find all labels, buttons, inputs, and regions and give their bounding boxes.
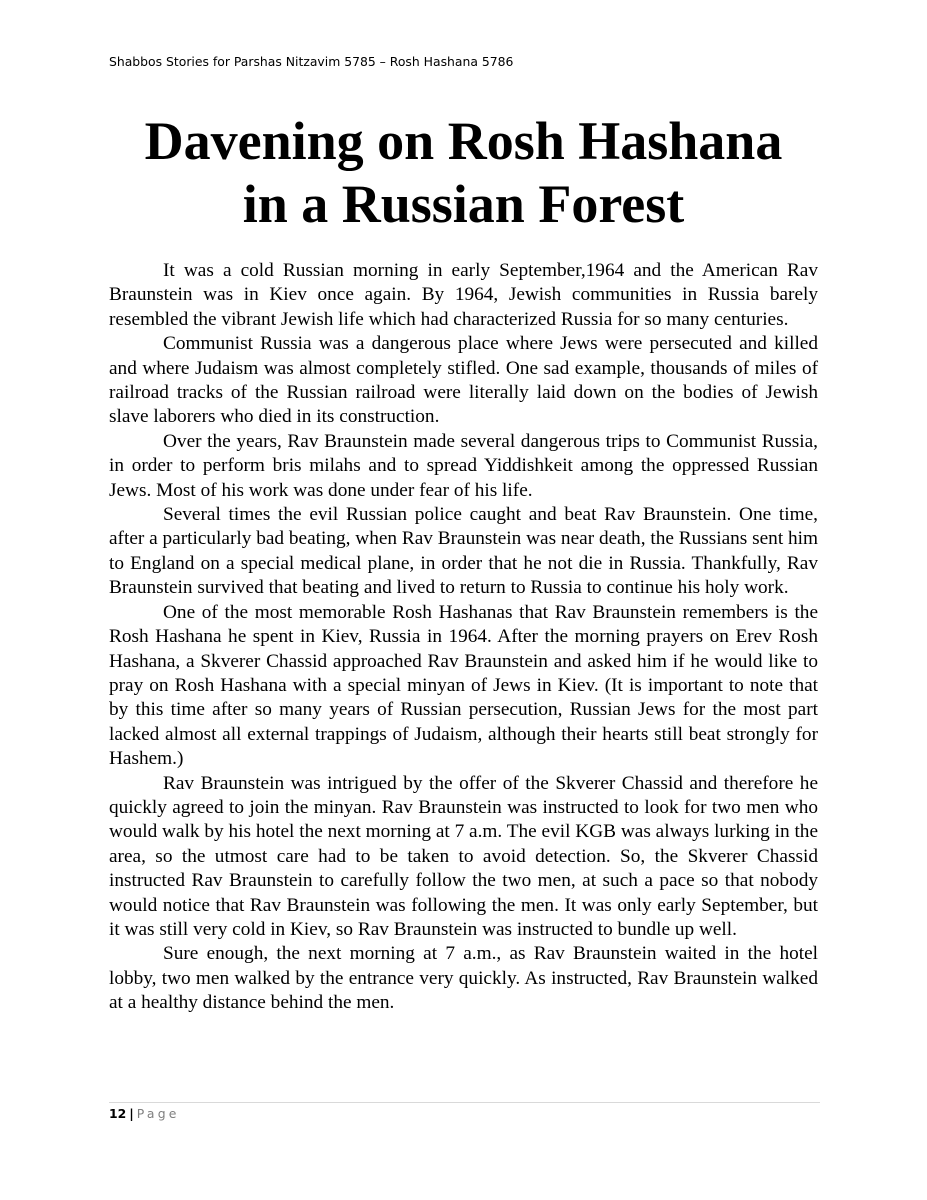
article-title-line-2: in a Russian Forest: [242, 174, 685, 234]
page-footer: [109, 1106, 180, 1121]
paragraph: Over the years, Rav Braunstein made several dangerous trips to Communist Russia, in order to perform bris milahs and to spread Yiddishkeit among the oppressed Russian Jews. Most of his work was done under fear of his life.: [109, 430, 818, 501]
paragraph: Rav Braunstein was intrigued by the offer of the Skverer Chassid and therefore he quickly agreed to join the minyan. Rav Braunstein was instructed to look for two men who would walk by his hotel the next morning at 7 a.m. The evil KGB was always lurking in the area, so the utmost care had to be taken to avoid detection. So, the Skverer Chassid instructed Rav Braunstein to carefully follow the two men, at such a pace so that nobody would notice that Rav Braunstein was following the men. It was only early September, but it was still very cold in Kiev, so Rav Braunstein was instructed to bundle up well.: [109, 772, 818, 940]
paragraph: One of the most memorable Rosh Hashanas that Rav Braunstein remembers is the Rosh Hashana he spent in Kiev, Russia in 1964. After the morning prayers on Erev Rosh Hashana, a Skverer Chassid approached Rav Braunstein and asked him if he would like to pray on Rosh Hashana with a special minyan of Jews in Kiev. (It is important to note that by this time after so many years of Russian persecution, Russian Jews for the most part lacked almost all external trappings of Judaism, although their hearts still beat strongly for Hashem.): [109, 601, 818, 770]
article-body: [109, 259, 818, 1016]
article-title-line-1: Davening on Rosh Hashana: [144, 111, 783, 171]
footer-divider: [109, 1102, 820, 1103]
paragraph: Several times the evil Russian police caught and beat Rav Braunstein. One time, after a particularly bad beating, when Rav Braunstein was near death, the Russians sent him to England on a special medical plane, in order that he not die in Russia. Thankfully, Rav Braunstein survived that beating and lived to return to Russia to continue his holy work.: [109, 504, 818, 599]
page-number: 12: [109, 1106, 127, 1121]
running-header: Shabbos Stories for Parshas Nitzavim 5785 – Rosh Hashana 5786: [109, 54, 514, 69]
paragraph: It was a cold Russian morning in early September,1964 and the American Rav Braunstein was in Kiev once again. By 1964, Jewish communities in Russia barely resembled the vibrant Jewish life which had characterized Russia for so many centuries.: [109, 260, 818, 330]
footer-separator: |: [129, 1106, 134, 1121]
article-title: [60, 110, 867, 236]
paragraph: Sure enough, the next morning at 7 a.m., as Rav Braunstein waited in the hotel lobby, two men walked by the entrance very quickly. As instructed, Rav Braunstein walked at a healthy distance behind the men.: [109, 943, 818, 1014]
paragraph: Communist Russia was a dangerous place where Jews were persecuted and killed and where Judaism was almost completely stifled. One sad example, thousands of miles of railroad tracks of the Russian railroad were literally laid down on the bodies of Jewish slave laborers who died in its construction.: [109, 333, 818, 428]
page-label: Page: [136, 1106, 180, 1121]
